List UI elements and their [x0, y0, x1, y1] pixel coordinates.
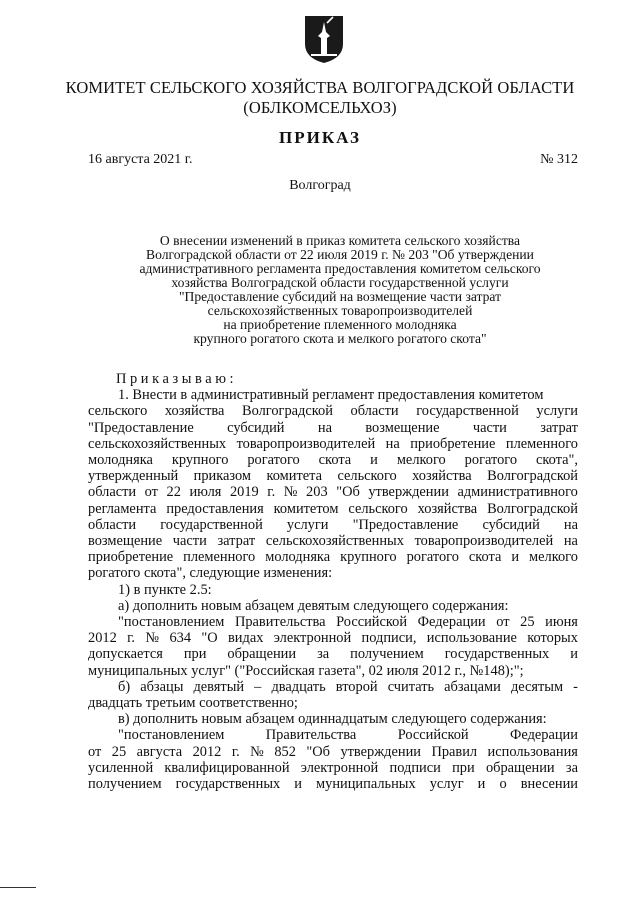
quote-line: муниципальных услуг" ("Российская газета", 02 июля 2012 г., №148);"; — [88, 662, 524, 679]
footnote-divider — [0, 887, 36, 888]
word: при — [183, 646, 207, 663]
quote-line — [88, 646, 578, 662]
paragraph-line — [88, 436, 578, 452]
word: муниципальных — [316, 776, 416, 793]
paragraph-line: рогатого скота", следующие изменения: — [88, 565, 333, 582]
word: предоставления — [166, 500, 264, 517]
word: сельскохозяйственных — [88, 435, 227, 452]
word: сельскохозяйственных — [265, 533, 404, 550]
word: молодняка — [265, 549, 331, 566]
word: комитета — [266, 468, 322, 485]
word: июля — [189, 484, 222, 501]
word: Федерации — [510, 727, 578, 744]
word: скота", — [535, 452, 578, 469]
word: на — [385, 435, 400, 452]
paragraph-line — [88, 549, 578, 565]
quote-line — [88, 744, 578, 760]
paragraph-line: 1. Внести в административный регламент предоставления комитетом — [118, 387, 544, 404]
word: и — [570, 646, 578, 663]
word: государственной — [160, 516, 263, 533]
list-item-a: а) дополнить новым абзацем девятым следующего содержания: — [118, 597, 509, 614]
paragraph-line — [88, 517, 578, 533]
word: б) — [118, 678, 131, 695]
word: субсидий — [227, 419, 285, 436]
word: использования — [487, 743, 578, 760]
subject-line: О внесении изменений в приказ комитета сельского хозяйства — [159, 233, 521, 248]
committee-name — [40, 78, 600, 118]
word: - — [573, 678, 578, 695]
word: Волгоградской — [242, 403, 333, 420]
word: сельского — [88, 403, 148, 420]
quote-line — [88, 760, 578, 776]
word: и — [477, 776, 486, 793]
word: двадцать — [271, 678, 326, 695]
word: № — [250, 743, 264, 760]
word: от — [144, 484, 158, 501]
word: утверждении — [368, 484, 449, 501]
word: племенного — [505, 435, 578, 452]
word: второй — [335, 678, 378, 695]
subject-line: Волгоградской области от 22 июля 2019 г. № 203 "Об утверждении — [146, 247, 534, 262]
word: товаропроизводителей — [236, 435, 376, 452]
word: 852 — [274, 743, 296, 760]
word: 22 — [166, 484, 181, 501]
word: крупного — [171, 452, 229, 469]
word: рогатого — [464, 452, 518, 469]
word: "О — [201, 630, 218, 647]
word: Волгоградской — [487, 468, 578, 485]
word: "постановлением — [118, 727, 225, 744]
word: государственных — [175, 776, 281, 793]
word: г. — [231, 743, 240, 760]
word: хозяйства — [417, 500, 478, 517]
word: г. — [267, 484, 276, 501]
committee-line-2: (ОБЛКОМСЕЛЬХОЗ) — [243, 98, 397, 117]
word: 634 — [169, 630, 192, 647]
word: возмещение — [88, 533, 163, 550]
word: электронной — [300, 759, 379, 776]
word: № — [283, 484, 298, 501]
list-item-b-cont: двадцать третьим соответственно; — [88, 695, 298, 712]
word: "постановлением — [118, 614, 225, 631]
word: квалифицированной — [164, 759, 290, 776]
document-body — [88, 371, 578, 792]
word: крупного — [340, 549, 397, 566]
word: административного — [457, 484, 578, 501]
word: на — [563, 516, 578, 533]
word: области — [88, 516, 137, 533]
word: на — [317, 419, 332, 436]
word: приказом — [193, 468, 252, 485]
word: 25 — [111, 743, 127, 760]
word: услуг — [429, 776, 464, 793]
document-type-title: ПРИКАЗ — [279, 128, 361, 147]
quote-line — [88, 630, 578, 646]
document-date: 16 августа 2021 г. — [88, 152, 193, 167]
subject-line: "Предоставление субсидий на возмещение части затрат — [178, 289, 502, 304]
word: о — [499, 776, 507, 793]
word: видах — [228, 630, 264, 647]
word: абзацами — [444, 678, 501, 695]
list-item-c: в) дополнить новым абзацем одиннадцатым следующего содержания: — [118, 711, 547, 728]
word: мелкого — [396, 452, 446, 469]
word: услуги — [536, 403, 578, 420]
word: августа — [136, 743, 183, 760]
paragraph-line — [88, 468, 578, 484]
word: области — [88, 484, 137, 501]
volgograd-coat-of-arms-icon — [303, 14, 345, 64]
paragraph-line — [88, 403, 578, 419]
word: считать — [387, 678, 435, 695]
word: мелкого — [529, 549, 578, 566]
word: за — [317, 646, 330, 663]
word: части — [472, 419, 507, 436]
word: субсидий — [482, 516, 540, 533]
word: комитетом — [273, 500, 339, 517]
document-city: Волгоград — [289, 178, 351, 193]
document-number: № 312 — [540, 152, 578, 167]
subject-line: на приобретение племенного молодняка — [223, 317, 457, 332]
word: № — [145, 630, 160, 647]
word: Российской — [336, 614, 408, 631]
word: "Предоставление — [88, 419, 194, 436]
word: рогатого — [406, 549, 459, 566]
subject-line: административного регламента предоставления комитетом сельского — [139, 261, 541, 276]
word: и — [370, 452, 378, 469]
word: г. — [127, 630, 136, 647]
word: 203 — [306, 484, 328, 501]
word: молодняка — [88, 452, 153, 469]
word: государственных — [444, 646, 550, 663]
word: получением — [88, 776, 162, 793]
word: скота — [468, 549, 502, 566]
list-item-b — [88, 679, 578, 695]
word: сельского — [337, 468, 397, 485]
orders-heading: Приказываю: — [116, 371, 238, 387]
word: сельского — [348, 500, 408, 517]
word: "Об — [306, 743, 330, 760]
word: десятым — [510, 678, 564, 695]
word: утвержденный — [88, 468, 179, 485]
word: хозяйства — [164, 403, 225, 420]
word: Федерации — [417, 614, 486, 631]
word: 2019 — [229, 484, 259, 501]
word: государственной — [416, 403, 519, 420]
word: затрат — [540, 419, 578, 436]
word: товаропроизводителей — [414, 533, 554, 550]
word: Российской — [397, 727, 469, 744]
word: затрат — [217, 533, 256, 550]
word: Волгоградской — [487, 500, 578, 517]
paragraph-line — [88, 484, 578, 500]
quote-line — [88, 776, 578, 792]
paragraph-line — [88, 420, 578, 436]
word: и — [294, 776, 302, 793]
paragraph-line — [88, 533, 578, 549]
word: области — [350, 403, 399, 420]
word: приобретение — [88, 549, 174, 566]
committee-line-1: КОМИТЕТ СЕЛЬСКОГО ХОЗЯЙСТВА ВОЛГОГРАДСКОЙ ОБЛАСТИ — [65, 78, 575, 97]
paragraph-line — [88, 452, 578, 468]
word: – — [254, 678, 262, 695]
word: и — [511, 549, 520, 566]
word: услуги — [286, 516, 329, 533]
word: подписи — [389, 759, 441, 776]
word: девятый — [193, 678, 245, 695]
quote-line — [88, 614, 578, 630]
word: хозяйства — [412, 468, 472, 485]
word: Правительства — [234, 614, 326, 631]
word: "Предоставление — [352, 516, 459, 533]
word: от — [496, 614, 510, 631]
word: июня — [545, 614, 578, 631]
word: Правительства — [265, 727, 357, 744]
word: при — [452, 759, 475, 776]
word: получением — [350, 646, 424, 663]
word: использование — [426, 630, 517, 647]
word: племенного — [183, 549, 256, 566]
subject-line: сельскохозяйственных товаропроизводителей — [207, 303, 473, 318]
word: подписи, — [361, 630, 417, 647]
word: обращении — [485, 759, 555, 776]
word: внесении — [520, 776, 578, 793]
word: 2012 — [192, 743, 222, 760]
list-item-1: 1) в пункте 2.5: — [118, 581, 212, 598]
word: 2012 — [88, 630, 117, 647]
word: абзацы — [140, 678, 184, 695]
word: приобретение — [410, 435, 496, 452]
word: 25 — [520, 614, 535, 631]
word: утверждении — [340, 743, 421, 760]
word: допускается — [88, 646, 163, 663]
document-subject — [90, 234, 590, 346]
subject-line: крупного рогатого скота и мелкого рогатого скота" — [193, 331, 487, 346]
word: обращении — [227, 646, 297, 663]
paragraph-line — [88, 501, 578, 517]
word: электронной — [273, 630, 352, 647]
quote-line — [88, 727, 578, 743]
word: "Об — [336, 484, 360, 501]
word: рогатого — [247, 452, 300, 469]
subject-line: хозяйства Волгоградской области государственной услуги — [171, 275, 509, 290]
word: которых — [527, 630, 578, 647]
word: возмещение — [365, 419, 440, 436]
word: от — [88, 743, 102, 760]
word: усиленной — [88, 759, 154, 776]
word: регламента — [88, 500, 157, 517]
word: на — [563, 533, 578, 550]
word: скота — [318, 452, 352, 469]
word: за — [565, 759, 578, 776]
word: части — [172, 533, 207, 550]
word: Правил — [431, 743, 478, 760]
